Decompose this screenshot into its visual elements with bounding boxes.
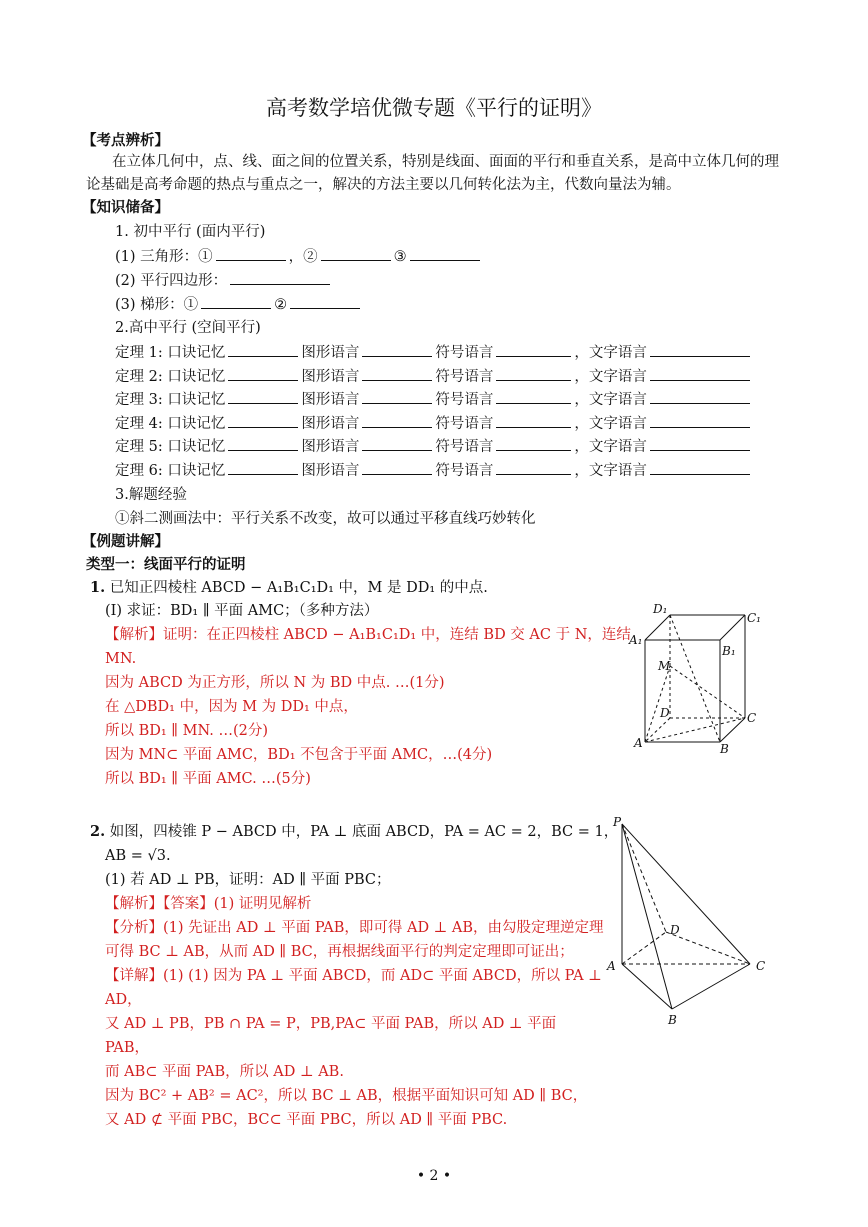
parallelogram-label: (2) 平行四边形： <box>115 273 228 289</box>
theorem-row <box>115 389 753 410</box>
theorem-label: 定理 4: 口诀记忆 <box>115 415 226 432</box>
paragraph-line: 在立体几何中，点、线、面之间的位置关系，特别是线面、面面的平行和垂直关系，是高中立体几何的理 <box>112 154 779 170</box>
question-text: AB = √3. <box>105 848 171 864</box>
triangle-label-2: ，② <box>288 249 318 265</box>
fill-blank[interactable] <box>650 436 750 451</box>
theorem-symbol-label: 符号语言 <box>435 439 494 456</box>
theorem-label: 定理 1: 口诀记忆 <box>115 345 226 361</box>
fill-blank[interactable] <box>228 413 298 428</box>
detail-line: 而 AB⊂ 平面 PAB，所以 AD ⊥ AB. <box>105 1064 344 1080</box>
vertex-label: C₁ <box>747 611 761 625</box>
answer-line: 【解析】【答案】(1) 证明见解析 <box>105 896 312 912</box>
question-2-stem <box>90 822 618 842</box>
theorem-row <box>115 413 753 434</box>
fill-blank[interactable] <box>228 436 298 451</box>
theorem-graph-label: 图形语言 <box>301 392 360 409</box>
knowledge-line: ①斜二测画法中：平行关系不改变，故可以通过平移直线巧妙转化 <box>115 511 536 527</box>
theorem-text-label: ，文字语言 <box>574 439 647 456</box>
detail-line: 【详解】(1) (1) 因为 PA ⊥ 平面 ABCD，而 AD⊂ 平面 ABCD，所以 PA ⊥ <box>105 968 602 984</box>
theorem-row <box>115 436 753 457</box>
section-head-analysis: 【考点辨析】 <box>82 132 169 149</box>
trapezoid-label: (3) 梯形：① <box>115 297 199 313</box>
detail-line: 又 AD ⊄ 平面 PBC，BC⊂ 平面 PBC，所以 AD ∥ 平面 PBC. <box>105 1112 508 1128</box>
fill-blank[interactable] <box>228 460 298 475</box>
vertex-label: A₁ <box>629 633 643 647</box>
solution-line: 因为 MN⊂ 平面 AMC，BD₁ 不包含于平面 AMC，…(4分) <box>105 747 493 763</box>
solution-line: 所以 BD₁ ∥ MN. …(2分) <box>105 723 268 739</box>
detail-line: 因为 BC² + AB² = AC²，所以 BC ⊥ AB，根据平面知识可知 AD ∥ BC， <box>105 1088 588 1104</box>
question-text: 如图，四棱锥 P − ABCD 中，PA ⊥ 底面 ABCD，PA = AC = 2，BC = 1， <box>109 824 619 840</box>
theorem-symbol-label: 符号语言 <box>435 392 494 409</box>
fill-blank[interactable] <box>650 342 750 357</box>
solution-tag: 【解析】 <box>105 627 163 643</box>
solution-line: MN. <box>105 651 137 667</box>
parallelogram-line <box>115 270 333 291</box>
theorem-text-label: ，文字语言 <box>574 368 647 385</box>
theorem-row <box>115 366 753 387</box>
fill-blank[interactable] <box>362 342 432 357</box>
theorem-symbol-label: 符号语言 <box>435 415 494 432</box>
fill-blank[interactable] <box>362 389 432 404</box>
vertex-label: D <box>670 923 680 937</box>
vertex-label: B₁ <box>722 644 736 658</box>
trapezoid-line <box>115 294 363 315</box>
fill-blank[interactable] <box>496 366 571 381</box>
solution-line: 所以 BD₁ ∥ 平面 AMC. …(5分) <box>105 771 311 787</box>
theorem-text-label: ，文字语言 <box>574 345 647 361</box>
solution-line: 在 △DBD₁ 中，因为 M 为 DD₁ 中点， <box>105 699 358 715</box>
vertex-label: P <box>613 815 622 829</box>
question-number: 2. <box>90 823 106 840</box>
page-title: 高考数学培优微专题《平行的证明》 <box>266 96 602 120</box>
analysis-line: 【分析】(1) 先证出 AD ⊥ 平面 PAB，即可得 AD ⊥ AB，由勾股定理逆定理 <box>105 920 604 936</box>
fill-blank[interactable] <box>410 246 480 261</box>
vertex-label: B <box>720 742 729 755</box>
page-number: • 2 • <box>416 1168 452 1184</box>
fill-blank[interactable] <box>228 342 298 357</box>
trapezoid-label-2: ② <box>274 297 288 313</box>
vertex-label: A <box>607 959 616 973</box>
vertex-label: C <box>747 711 757 725</box>
theorem-symbol-label: 符号语言 <box>435 345 494 361</box>
fill-blank[interactable] <box>321 246 391 261</box>
theorem-graph-label: 图形语言 <box>301 368 360 385</box>
theorem-symbol-label: 符号语言 <box>435 463 494 479</box>
knowledge-line: 3.解题经验 <box>115 487 187 503</box>
vertex-label: C <box>756 959 766 973</box>
fill-blank[interactable] <box>650 366 750 381</box>
theorem-label: 定理 3: 口诀记忆 <box>115 392 226 409</box>
solution-line: 因为 ABCD 为正方形，所以 N 为 BD 中点. …(1分) <box>105 675 445 691</box>
detail-line: 又 AD ⊥ PB，PB ∩ PA = P，PB,PA⊂ 平面 PAB，所以 AD ⊥ 平面 <box>105 1016 557 1032</box>
detail-line: PAB， <box>105 1040 150 1056</box>
theorem-text-label: ，文字语言 <box>574 415 647 432</box>
detail-line: AD， <box>105 992 142 1008</box>
vertex-label: M <box>658 659 671 673</box>
vertex-label: B <box>668 1013 677 1027</box>
knowledge-line: 2.高中平行 (空间平行) <box>115 320 261 336</box>
section-head-examples: 【例题讲解】 <box>82 533 169 550</box>
theorem-label: 定理 2: 口诀记忆 <box>115 368 226 385</box>
fill-blank[interactable] <box>650 413 750 428</box>
fill-blank[interactable] <box>216 246 286 261</box>
analysis-line: 可得 BC ⊥ AB，从而 AD ∥ BC，再根据线面平行的判定定理即可证出； <box>105 944 574 960</box>
theorem-text-label: ，文字语言 <box>574 392 647 409</box>
theorem-graph-label: 图形语言 <box>301 415 360 432</box>
theorem-label: 定理 6: 口诀记忆 <box>115 463 226 479</box>
question-part: (1) 若 AD ⊥ PB，证明：AD ∥ 平面 PBC； <box>105 872 391 888</box>
paragraph-line: 论基础是高考命题的热点与重点之一，解决的方法主要以几何转化法为主，代数向量法为辅。 <box>86 177 681 193</box>
fill-blank[interactable] <box>228 366 298 381</box>
vertex-label: D <box>660 706 670 720</box>
vertex-label: D₁ <box>653 602 668 616</box>
theorem-row <box>115 460 753 481</box>
fill-blank[interactable] <box>650 389 750 404</box>
knowledge-line: 1. 初中平行 (面内平行) <box>115 224 266 240</box>
theorem-text-label: ，文字语言 <box>574 463 647 479</box>
theorem-graph-label: 图形语言 <box>301 345 360 361</box>
fill-blank[interactable] <box>230 270 330 285</box>
question-part: (Ⅰ) 求证：BD₁ ∥ 平面 AMC；（多种方法） <box>105 603 379 619</box>
theorem-label: 定理 5: 口诀记忆 <box>115 439 226 456</box>
fill-blank[interactable] <box>496 389 571 404</box>
fill-blank[interactable] <box>496 436 571 451</box>
pyramid-figure <box>600 812 780 1027</box>
type-heading: 类型一：线面平行的证明 <box>86 556 246 573</box>
fill-blank[interactable] <box>201 294 271 309</box>
solution-text: 证明：在正四棱柱 ABCD − A₁B₁C₁D₁ 中，连结 BD 交 AC 于 N，连结 <box>163 627 631 643</box>
fill-blank[interactable] <box>496 413 571 428</box>
vertex-label: A <box>634 736 643 750</box>
triangle-label: (1) 三角形：① <box>115 249 213 265</box>
theorem-row <box>115 342 753 363</box>
fill-blank[interactable] <box>362 436 432 451</box>
fill-blank[interactable] <box>362 366 432 381</box>
question-number: 1. <box>90 579 106 596</box>
fill-blank[interactable] <box>362 413 432 428</box>
fill-blank[interactable] <box>362 460 432 475</box>
question-1-stem <box>90 578 488 598</box>
fill-blank[interactable] <box>290 294 360 309</box>
theorem-graph-label: 图形语言 <box>301 439 360 456</box>
section-head-knowledge: 【知识储备】 <box>82 199 169 216</box>
fill-blank[interactable] <box>228 389 298 404</box>
triangle-label-3: ③ <box>393 249 407 265</box>
fill-blank[interactable] <box>496 460 571 475</box>
solution-line <box>105 625 631 645</box>
triangle-line <box>115 246 483 267</box>
question-text: 已知正四棱柱 ABCD − A₁B₁C₁D₁ 中，M 是 DD₁ 的中点. <box>109 580 488 596</box>
prism-figure <box>625 600 765 755</box>
fill-blank[interactable] <box>496 342 571 357</box>
theorem-graph-label: 图形语言 <box>301 463 360 479</box>
fill-blank[interactable] <box>650 460 750 475</box>
theorem-symbol-label: 符号语言 <box>435 368 494 385</box>
